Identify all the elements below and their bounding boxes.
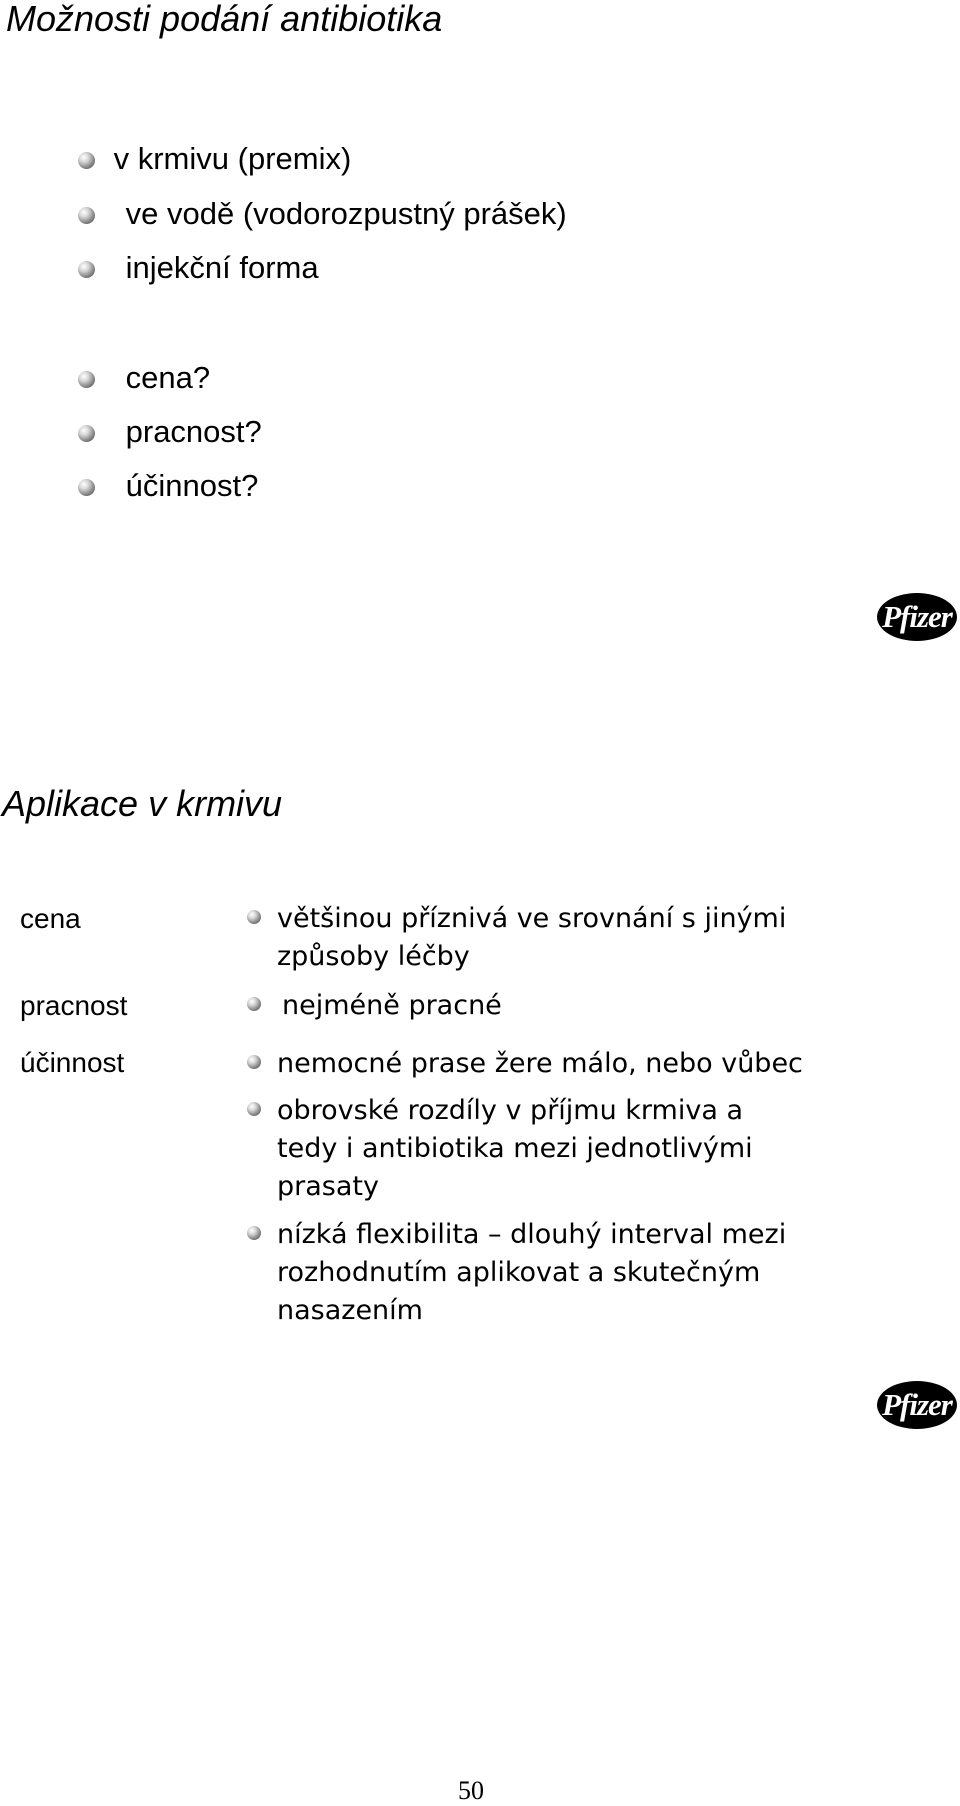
- list-item: [277, 900, 786, 976]
- list-item: [78, 252, 319, 283]
- list-item-text: cena?: [125, 360, 211, 395]
- svg-text:Pfizer: Pfizer: [882, 1387, 952, 1422]
- slide1-title: Možnosti podání antibiotika: [6, 0, 443, 39]
- list-item-line: nejméně pracné: [282, 990, 502, 1021]
- list-item: [277, 1216, 786, 1330]
- bullet-sphere-icon: [78, 261, 95, 278]
- page-number: 50: [458, 1776, 484, 1805]
- list-item-line: rozhodnutím aplikovat a skutečným: [277, 1257, 761, 1288]
- list-item: [78, 470, 258, 501]
- list-item: [282, 987, 502, 1025]
- list-item: [78, 143, 351, 174]
- bullet-sphere-icon: [78, 425, 95, 442]
- bullet-sphere-icon: [247, 997, 261, 1011]
- list-item-text: účinnost?: [125, 468, 259, 503]
- bullet-sphere-icon: [78, 152, 95, 169]
- bullet-sphere-icon: [78, 479, 95, 496]
- list-item: [277, 1045, 803, 1083]
- list-item: [277, 1092, 753, 1206]
- bullet-sphere-icon: [78, 371, 95, 388]
- list-item-text: ve vodě (vodorozpustný prášek): [125, 196, 567, 231]
- row-label-cena: cena: [20, 903, 81, 934]
- list-item: [78, 198, 567, 229]
- list-item-text: pracnost?: [125, 414, 262, 449]
- list-item-line: nasazením: [277, 1295, 423, 1326]
- list-item-line: většinou příznivá ve srovnání s jinými: [277, 903, 787, 934]
- list-item-line: prasaty: [277, 1171, 379, 1202]
- row-label-ucinnost: účinnost: [20, 1047, 125, 1078]
- list-item-line: nízká flexibilita – dlouhý interval mezi: [277, 1219, 787, 1250]
- list-item-text: v krmivu (premix): [113, 141, 352, 176]
- pfizer-logo: [876, 592, 958, 642]
- list-item: [78, 416, 262, 447]
- list-item-text: injekční forma: [125, 250, 319, 285]
- list-item-line: nemocné prase žere málo, nebo vůbec: [277, 1048, 803, 1079]
- bullet-sphere-icon: [78, 207, 95, 224]
- list-item-line: obrovské rozdíly v příjmu krmiva a: [277, 1095, 744, 1126]
- list-item: [78, 362, 210, 393]
- svg-text:Pfizer: Pfizer: [882, 599, 952, 634]
- bullet-sphere-icon: [247, 1102, 261, 1116]
- bullet-sphere-icon: [247, 1055, 261, 1069]
- slide2-title: Aplikace v krmivu: [2, 783, 283, 824]
- list-item-line: tedy i antibiotika mezi jednotlivými: [277, 1133, 753, 1164]
- list-item-line: způsoby léčby: [277, 941, 470, 972]
- bullet-sphere-icon: [247, 910, 261, 924]
- row-label-pracnost: pracnost: [20, 990, 128, 1021]
- pfizer-logo: [876, 1380, 958, 1430]
- bullet-sphere-icon: [247, 1226, 261, 1240]
